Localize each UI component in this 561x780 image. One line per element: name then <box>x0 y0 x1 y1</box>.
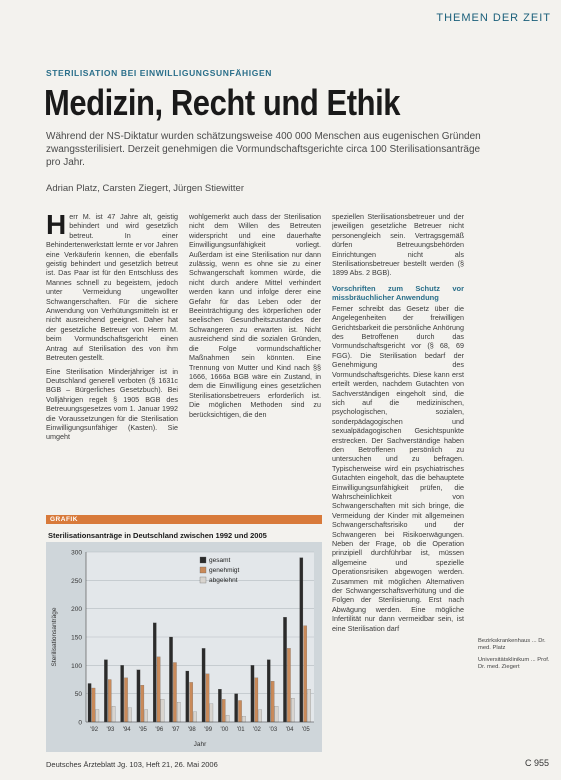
x-tick-label: '05 <box>301 727 310 733</box>
bar-abgelehnt <box>226 715 229 722</box>
body-text: err M. ist 47 Jahre alt, geistig behindert und wird gesetzlich betreut. In einer Behindertenwerkstatt lernte er vor Jahren eine Verkäuferin kennen, die ebenfalls geistig behindert und gesetzlich betreut ist. Das Paar ist für den Entschluss des Mannes schnell zu begeistern, jedoch unter Vermeidung ungewollter Schwangerschaften. Für die sichere Anwendung von Verhütungsmitteln ist er nicht ausreichend geeignet. Daher hat der gesetzliche Betreuer von Herrn M. beim Vormundschaftsgericht einen Antrag auf Sterilisation des von ihm Betreuten gestellt. <box>46 212 178 363</box>
bar-genehmigt <box>287 648 290 722</box>
bar-gesamt <box>202 648 205 722</box>
chart-title: Sterilisationsanträge in Deutschland zwischen 1992 und 2005 <box>48 531 267 540</box>
bar-abgelehnt <box>128 708 131 722</box>
x-tick-label: '02 <box>253 727 261 733</box>
bar-gesamt <box>88 683 91 722</box>
article-title: Medizin, Recht und Ethik <box>44 82 401 123</box>
bar-abgelehnt <box>291 698 294 722</box>
bar-gesamt <box>235 694 238 722</box>
bar-abgelehnt <box>242 716 245 722</box>
bar-genehmigt <box>222 699 225 722</box>
bar-gesamt <box>267 660 270 722</box>
y-tick-label: 150 <box>71 634 82 642</box>
y-axis-label: Sterilisationsanträge <box>51 607 58 667</box>
x-tick-label: '98 <box>187 727 196 733</box>
bar-abgelehnt <box>193 712 196 722</box>
legend-label: gesamt <box>209 557 231 564</box>
y-tick-label: 200 <box>71 606 82 614</box>
x-tick-label: '01 <box>236 727 245 733</box>
x-tick-label: '03 <box>269 727 278 733</box>
bar-gesamt <box>153 623 156 722</box>
subheading: Vorschriften zum Schutz vor missbräuchlicher Anwendung <box>332 283 464 302</box>
x-tick-label: '92 <box>90 727 99 733</box>
body-column-2 <box>189 212 321 510</box>
bar-genehmigt <box>255 678 258 722</box>
bar-abgelehnt <box>112 706 115 722</box>
x-tick-label: '04 <box>285 727 294 733</box>
legend-swatch <box>200 567 206 573</box>
x-tick-label: '96 <box>155 727 164 733</box>
x-tick-label: '99 <box>204 727 213 733</box>
body-text: Eine Sterilisation Minderjähriger ist in Deutschland generell verboten (§ 1631c BGB – Bürgerliches Gesetzbuch). Bei Volljährigen regelt § 1905 BGB des Betreuungsgesetzes vom 1. Januar 1992 die Voraussetzungen für die Sterilisation Einwilligungsunfähiger (Kasten). Sie umgeht <box>46 366 178 442</box>
bar-abgelehnt <box>177 702 180 722</box>
footer-citation: Deutsches Ärzteblatt Jg. 103, Heft 21, 26. Mai 2006 <box>46 760 218 769</box>
section-header: THEMEN DER ZEIT <box>436 12 551 24</box>
bar-gesamt <box>283 617 286 722</box>
body-column-3 <box>332 212 464 757</box>
body-text: Ferner schreibt das Gesetz über die Angelegenheiten der freiwilligen Gerichtsbarkeit die persönliche Anhörung des Betroffenen durch das Vormundschaftsgericht vor (§ 68, 69 FGG). Die Sterilisation bedarf der Genehmigung des Vormundschaftsgerichts. Diese kann erst erteilt werden, nachdem Gutachten von Sachverständigen eingeholt sind, die sich auf die medizinischen, psychologischen, sozialen, sonderpädagogischen und sexualpädagogischen Gesichtspunkte erstrecken. Der Sachverständige haben den Betroffenen persönlich zu untersuchen und zu befragen. Typischerweise wird ein psychiatrisches Gutachten eingeholt, das die behauptete Einwilligungsunfähigkeit prüfen, die Wahrscheinlichkeit von Schwangerschaften mit sich bringe, die Vermeidung der Kinder mit allgemeinen Schwangerschaftsrisiko und der Schwangeren bei Risikoerwägungen. Neben der Frage, ob die Operation prinzipiell durchführbar ist, müssen allgemeine und spezielle Operationsrisiken abgewogen werden. Zusammen mit möglichen Alternativen der Schwangerschaftsverhütung und die Folgen der Sterilisierung. Erst nach Abwägung werden. Eine mögliche Infertilität nur dann vermeidbar sein, ist eine Sterilisation darf <box>332 303 464 633</box>
figure-label-bar <box>46 515 322 524</box>
author-info: Bezirkskrankenhaus ... Dr. med. Platz <box>478 638 546 651</box>
bar-genehmigt <box>173 663 176 723</box>
bar-genehmigt <box>157 657 160 722</box>
bar-gesamt <box>121 665 124 722</box>
author-info: Universitätsklinikum ... Prof. Dr. med. Ziegert <box>478 657 550 670</box>
bar-abgelehnt <box>210 704 213 722</box>
bar-genehmigt <box>141 685 144 722</box>
legend-swatch <box>200 577 206 583</box>
bar-abgelehnt <box>96 710 99 722</box>
bar-genehmigt <box>124 678 127 722</box>
bar-abgelehnt <box>307 689 310 722</box>
bar-genehmigt <box>238 700 241 722</box>
x-axis-label: Jahr <box>193 741 207 748</box>
bar-gesamt <box>169 637 172 722</box>
body-text: wohlgemerkt auch dass der Sterilisation nicht dem Willen des Betreuten widerspricht und eine dauerhafte Einwilligungsunfähigkeit vorliegt. Außerdam ist eine Sterilisation nur dann zulässig, wenn es ohne sie zu einer Schwangerschaft kommen würde, die nicht durch andere Mittel verhindert werden kann und infolge derer eine Gefahr für das Leben oder der Beeinträchtigung des körperlichen oder seelischen Gesundheitszustandes der Schwangeren zu erwarten ist. Nicht ausreichend sind die sozialen Gründen, die Folge vormundschaftlicher Maßnahmen sein könnten. Eine Trennung von Mutter und Kind nach §§ 1666, 1666a BGB wäre ein Zustand, in dem die Einwilligung eines gesetzlichen Sterilisationsbetreuers erforderlich ist. Die möglichen Methoden sind zu berücksichtigen, die den <box>189 212 321 419</box>
article-lead: Während der NS-Diktatur wurden schätzungsweise 400 000 Menschen aus eugenischen Gründen zwangssterilisiert. Derzeit genehmigen die Vormundschaftsgerichte circa 100 Sterilisationsanträge pro Jahr. <box>46 131 481 168</box>
bar-abgelehnt <box>145 710 148 722</box>
x-tick-label: '95 <box>139 727 147 733</box>
body-column-1 <box>46 212 178 512</box>
y-tick-label: 300 <box>71 549 82 557</box>
legend-label: abgelehnt <box>209 577 238 584</box>
bar-gesamt <box>300 558 303 722</box>
page-number: C 955 <box>524 758 549 768</box>
y-tick-label: 0 <box>78 719 82 727</box>
figure-label: GRAFIK <box>50 516 78 523</box>
y-tick-label: 100 <box>71 662 82 670</box>
bar-chart <box>46 542 322 752</box>
bar-genehmigt <box>271 681 274 722</box>
bar-genehmigt <box>108 680 111 723</box>
y-tick-label: 250 <box>71 577 82 585</box>
x-tick-label: '93 <box>106 727 115 733</box>
bar-genehmigt <box>92 688 95 722</box>
bar-genehmigt <box>304 626 307 722</box>
bar-gesamt <box>137 670 140 722</box>
body-text: speziellen Sterilisationsbetreuer und der jeweiligen gesetzliche Betreuer nicht personengleich sein. Vertragsgemäß dürfen Betreuungsbehörden Einrichtungen nicht als Sterilisationsbetreuer bestellt werden (§ 1899 Abs. 2 BGB). <box>332 212 464 278</box>
bar-genehmigt <box>190 682 193 722</box>
drop-cap: H <box>46 212 67 240</box>
bar-gesamt <box>186 671 189 722</box>
bar-abgelehnt <box>161 699 164 722</box>
y-tick-label: 50 <box>74 691 82 699</box>
x-tick-label: '00 <box>220 727 229 733</box>
bar-gesamt <box>251 665 254 722</box>
bar-abgelehnt <box>275 706 278 722</box>
x-tick-label: '97 <box>171 727 180 733</box>
legend-label: genehmigt <box>209 567 240 574</box>
x-tick-label: '94 <box>122 727 131 733</box>
author-info-box <box>478 638 550 676</box>
bar-gesamt <box>218 689 221 722</box>
article-kicker: STERILISATION BEI EINWILLIGUNGSUNFÄHIGEN <box>46 68 272 78</box>
bar-abgelehnt <box>259 710 262 722</box>
bar-genehmigt <box>206 674 209 722</box>
chart-container <box>46 542 322 752</box>
bar-gesamt <box>104 660 107 722</box>
article-authors: Adrian Platz, Carsten Ziegert, Jürgen Stiewitter <box>46 183 245 194</box>
legend-swatch <box>200 557 206 563</box>
